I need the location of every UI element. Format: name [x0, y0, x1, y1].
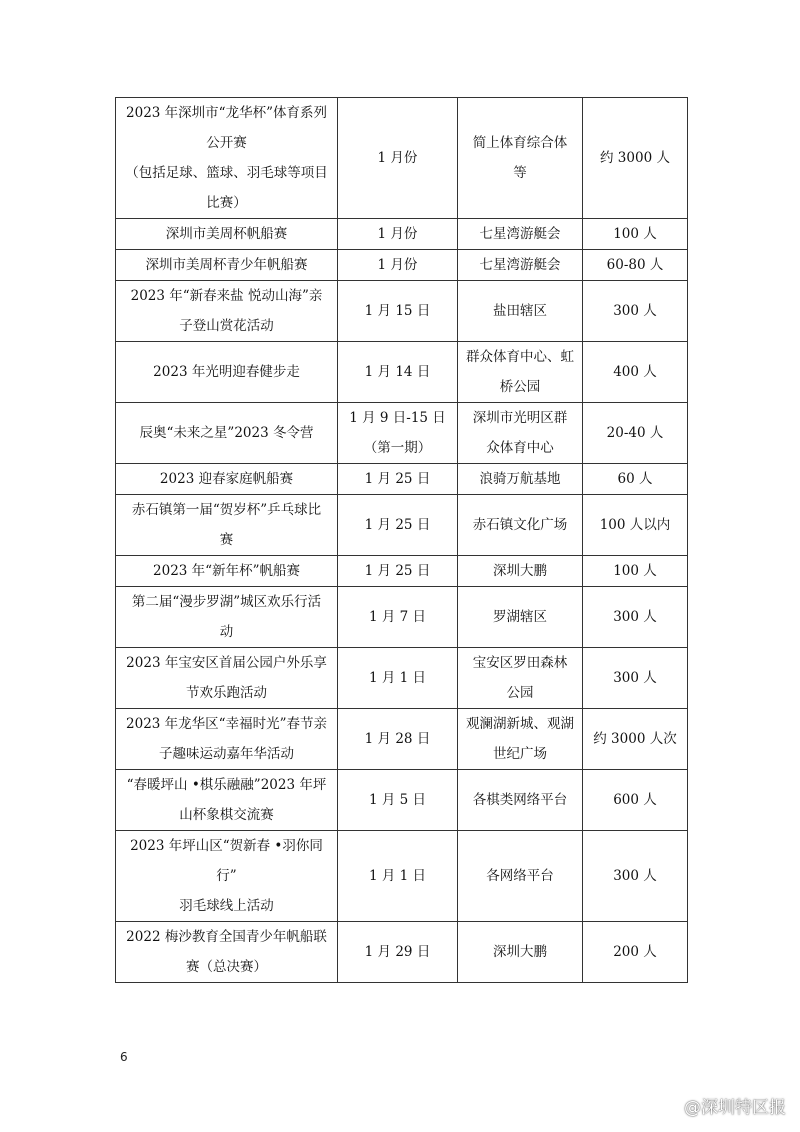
cell-people: 400 人 [583, 342, 688, 403]
cell-people: 60 人 [583, 464, 688, 495]
page-number: 6 [120, 1050, 128, 1064]
table-row [116, 403, 688, 464]
cell-people: 300 人 [583, 648, 688, 709]
cell-name: 2023 年“新春来盐 悦动山海”亲 子登山赏花活动 [116, 281, 338, 342]
cell-people: 100 人 [583, 556, 688, 587]
table-row [116, 709, 688, 770]
cell-name: 2023 年深圳市“龙华杯”体育系列 公开赛 （包括足球、篮球、羽毛球等项目 比赛） [116, 98, 338, 219]
cell-people: 约 3000 人次 [583, 709, 688, 770]
watermark-text: @深圳特区报 [684, 1098, 786, 1118]
cell-venue: 盐田辖区 [458, 281, 583, 342]
cell-date: 1 月 29 日 [338, 922, 458, 983]
table-row [116, 495, 688, 556]
table-row [116, 922, 688, 983]
cell-people: 300 人 [583, 281, 688, 342]
cell-venue: 深圳大鹏 [458, 556, 583, 587]
cell-venue: 观澜湖新城、观湖 世纪广场 [458, 709, 583, 770]
cell-venue: 各网络平台 [458, 831, 583, 922]
cell-people: 300 人 [583, 831, 688, 922]
table-row [116, 648, 688, 709]
cell-date: 1 月 9 日-15 日 （第一期） [338, 403, 458, 464]
cell-name: 赤石镇第一届“贺岁杯”乒乓球比 赛 [116, 495, 338, 556]
cell-date: 1 月 14 日 [338, 342, 458, 403]
cell-people: 100 人以内 [583, 495, 688, 556]
table-row [116, 556, 688, 587]
cell-venue: 赤石镇文化广场 [458, 495, 583, 556]
table-row [116, 98, 688, 219]
cell-name: 2023 年“新年杯”帆船赛 [116, 556, 338, 587]
cell-venue: 浪骑万航基地 [458, 464, 583, 495]
cell-name: 2023 迎春家庭帆船赛 [116, 464, 338, 495]
cell-venue: 深圳市光明区群 众体育中心 [458, 403, 583, 464]
cell-name: 2023 年坪山区“贺新春 •羽你同行” 羽毛球线上活动 [116, 831, 338, 922]
table-row [116, 464, 688, 495]
cell-date: 1 月 1 日 [338, 648, 458, 709]
cell-venue: 深圳大鹏 [458, 922, 583, 983]
cell-name: 2023 年龙华区“幸福时光”春节亲 子趣味运动嘉年华活动 [116, 709, 338, 770]
cell-name: “春暖坪山 •棋乐融融”2023 年坪 山杯象棋交流赛 [116, 770, 338, 831]
cell-venue: 七星湾游艇会 [458, 219, 583, 250]
cell-people: 60-80 人 [583, 250, 688, 281]
cell-venue: 宝安区罗田森林 公园 [458, 648, 583, 709]
cell-name: 辰奥“未来之星”2023 冬令营 [116, 403, 338, 464]
events-table [115, 97, 688, 983]
cell-date: 1 月 1 日 [338, 831, 458, 922]
cell-date: 1 月 5 日 [338, 770, 458, 831]
cell-people: 约 3000 人 [583, 98, 688, 219]
cell-date: 1 月 25 日 [338, 464, 458, 495]
cell-date: 1 月 25 日 [338, 556, 458, 587]
cell-people: 200 人 [583, 922, 688, 983]
cell-date: 1 月份 [338, 98, 458, 219]
cell-name: 2022 梅沙教育全国青少年帆船联 赛（总决赛） [116, 922, 338, 983]
cell-date: 1 月 15 日 [338, 281, 458, 342]
cell-date: 1 月 28 日 [338, 709, 458, 770]
weibo-logo-icon [662, 1097, 680, 1115]
cell-people: 100 人 [583, 219, 688, 250]
cell-venue: 简上体育综合体 等 [458, 98, 583, 219]
cell-date: 1 月份 [338, 250, 458, 281]
cell-date: 1 月 7 日 [338, 587, 458, 648]
cell-name: 深圳市美周杯青少年帆船赛 [116, 250, 338, 281]
cell-venue: 群众体育中心、虹 桥公园 [458, 342, 583, 403]
cell-people: 20-40 人 [583, 403, 688, 464]
events-table-body [116, 98, 688, 983]
table-row [116, 587, 688, 648]
table-row [116, 342, 688, 403]
table-row [116, 219, 688, 250]
cell-name: 2023 年宝安区首届公园户外乐享 节欢乐跑活动 [116, 648, 338, 709]
cell-people: 600 人 [583, 770, 688, 831]
cell-venue: 各棋类网络平台 [458, 770, 583, 831]
cell-name: 深圳市美周杯帆船赛 [116, 219, 338, 250]
cell-name: 2023 年光明迎春健步走 [116, 342, 338, 403]
cell-venue: 七星湾游艇会 [458, 250, 583, 281]
table-row [116, 250, 688, 281]
cell-people: 300 人 [583, 587, 688, 648]
cell-date: 1 月份 [338, 219, 458, 250]
table-row [116, 281, 688, 342]
table-row [116, 770, 688, 831]
table-row [116, 831, 688, 922]
cell-date: 1 月 25 日 [338, 495, 458, 556]
cell-venue: 罗湖辖区 [458, 587, 583, 648]
watermark [662, 1093, 786, 1118]
cell-name: 第二届“漫步罗湖”城区欢乐行活 动 [116, 587, 338, 648]
